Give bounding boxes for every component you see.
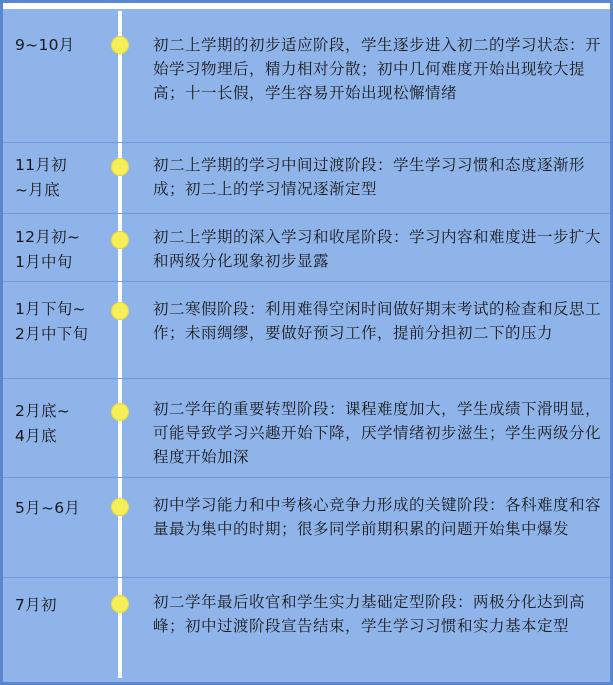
timeline-description: 初中学习能力和中考核心竞争力形成的关键阶段：各科难度和容量最为集中的时期；很多同学前期积累的问题开始集中爆发 — [153, 496, 602, 538]
timeline-dot — [111, 36, 129, 54]
row-divider — [3, 577, 610, 578]
row-divider — [3, 213, 610, 214]
top-edge — [3, 3, 610, 9]
row-divider — [3, 281, 610, 282]
timeline-dot — [111, 403, 129, 421]
timeline-dot — [111, 498, 129, 516]
timeline-dot — [111, 231, 129, 249]
timeline-date: 5月~6月 — [15, 499, 81, 517]
timeline-description: 初二寒假阶段：利用难得空闲时间做好期末考试的检查和反思工作；未雨绸缪，要做好预习工作，提前分担初二下的压力 — [153, 300, 602, 342]
timeline-description: 初二学年最后收官和学生实力基础定型阶段：两极分化达到高峰；初中过渡阶段宣告结束，学生学习习惯和实力基本定型 — [153, 593, 586, 635]
timeline-dot — [111, 302, 129, 320]
timeline-description: 初二上学期的初步适应阶段，学生逐步进入初二的学习状态：开始学习物理后，精力相对分散；初中几何难度开始出现较大提高；十一长假，学生容易开始出现松懈情绪 — [153, 36, 602, 102]
row-divider — [3, 378, 610, 379]
timeline-date: 1月下旬~ 2月中下旬 — [15, 300, 89, 343]
timeline-date: 9~10月 — [15, 36, 75, 54]
row-divider — [3, 142, 610, 143]
timeline-date: 12月初~ 1月中旬 — [15, 228, 81, 271]
row-divider — [3, 477, 610, 478]
timeline-description: 初二学年的重要转型阶段：课程难度加大，学生成绩下滑明显，可能导致学习兴趣开始下降，厌学情绪初步滋生；学生两级分化程度开始加深 — [153, 400, 602, 466]
timeline-date: 11月初 ~月底 — [15, 156, 67, 199]
timeline-description: 初二上学期的学习中间过渡阶段：学生学习习惯和态度逐渐形成；初二上的学习情况逐渐定型 — [153, 156, 586, 198]
timeline-dot — [111, 158, 129, 176]
timeline-date: 7月初 — [15, 596, 57, 614]
timeline-description: 初二上学期的深入学习和收尾阶段：学习内容和难度进一步扩大和两级分化现象初步显露 — [153, 228, 602, 270]
timeline-date: 2月底~ 4月底 — [15, 402, 71, 445]
timeline-dot — [111, 595, 129, 613]
